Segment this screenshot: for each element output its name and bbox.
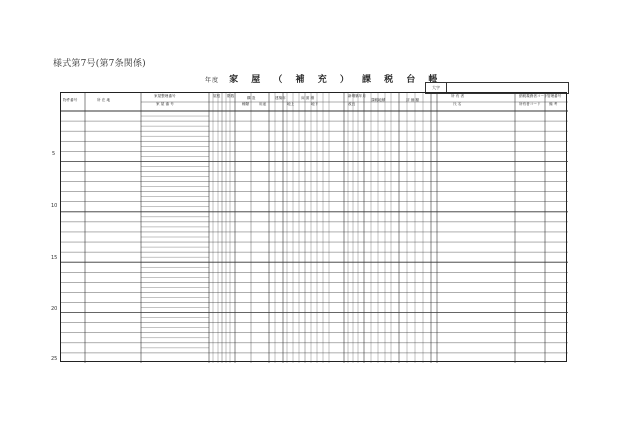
- row-number-20: 20: [51, 306, 58, 312]
- header-kaoku-seiri-no: 家屋整理番号: [154, 94, 176, 98]
- header-shozaichi: 所 在 地: [97, 98, 111, 102]
- header-kaisu: 階数: [227, 94, 235, 98]
- tax-register-table: [60, 92, 567, 362]
- header-kosho: 種類: [242, 102, 250, 106]
- header-kairyo: 改良: [348, 102, 356, 106]
- header-kyokuchi: 屋根: [213, 94, 221, 98]
- header-kaoku-no: 家 屋 番 号: [156, 102, 174, 106]
- header-shinchiku: 新増築年月: [348, 94, 366, 98]
- page-title: [205, 72, 442, 85]
- aza-label: 大字: [432, 85, 440, 90]
- title-main: 家 屋 （ 補 充 ） 課 税 台 帳: [229, 75, 443, 85]
- header-chijo: 地上: [287, 102, 295, 106]
- header-kensetsu-nen: 建築年: [275, 96, 286, 100]
- header-kazei-chiseki: 課税地積: [371, 98, 386, 102]
- title-year-label: 年度: [205, 77, 220, 84]
- header-shoyusha: 所 有 者: [451, 94, 465, 98]
- row-number-15: 15: [51, 255, 58, 261]
- header-kozo: 構 造: [247, 96, 256, 100]
- table-grid: [61, 93, 568, 363]
- row-number-25: 25: [51, 356, 58, 362]
- header-shimei: 氏 名: [453, 102, 462, 106]
- header-hyoka-gaku: 評 価 額: [406, 98, 420, 102]
- header-shoyusha-code: 所有者コード: [519, 102, 541, 106]
- header-yuka-menseki: 床 面 積: [301, 96, 315, 100]
- header-bukken-no: 物件番号: [63, 98, 78, 102]
- header-kanri-bango: 管理番号: [547, 94, 562, 98]
- header-nofu-code: 納税義務者コード: [519, 94, 548, 98]
- row-number-10: 10: [51, 203, 58, 209]
- header-biko: 備 考: [549, 102, 558, 106]
- header-chika: 地下: [311, 102, 319, 106]
- row-number-5: 5: [52, 151, 56, 157]
- header-shurui-kozo: 用途: [259, 102, 267, 106]
- form-label: 様式第7号(第7条関係): [53, 59, 146, 69]
